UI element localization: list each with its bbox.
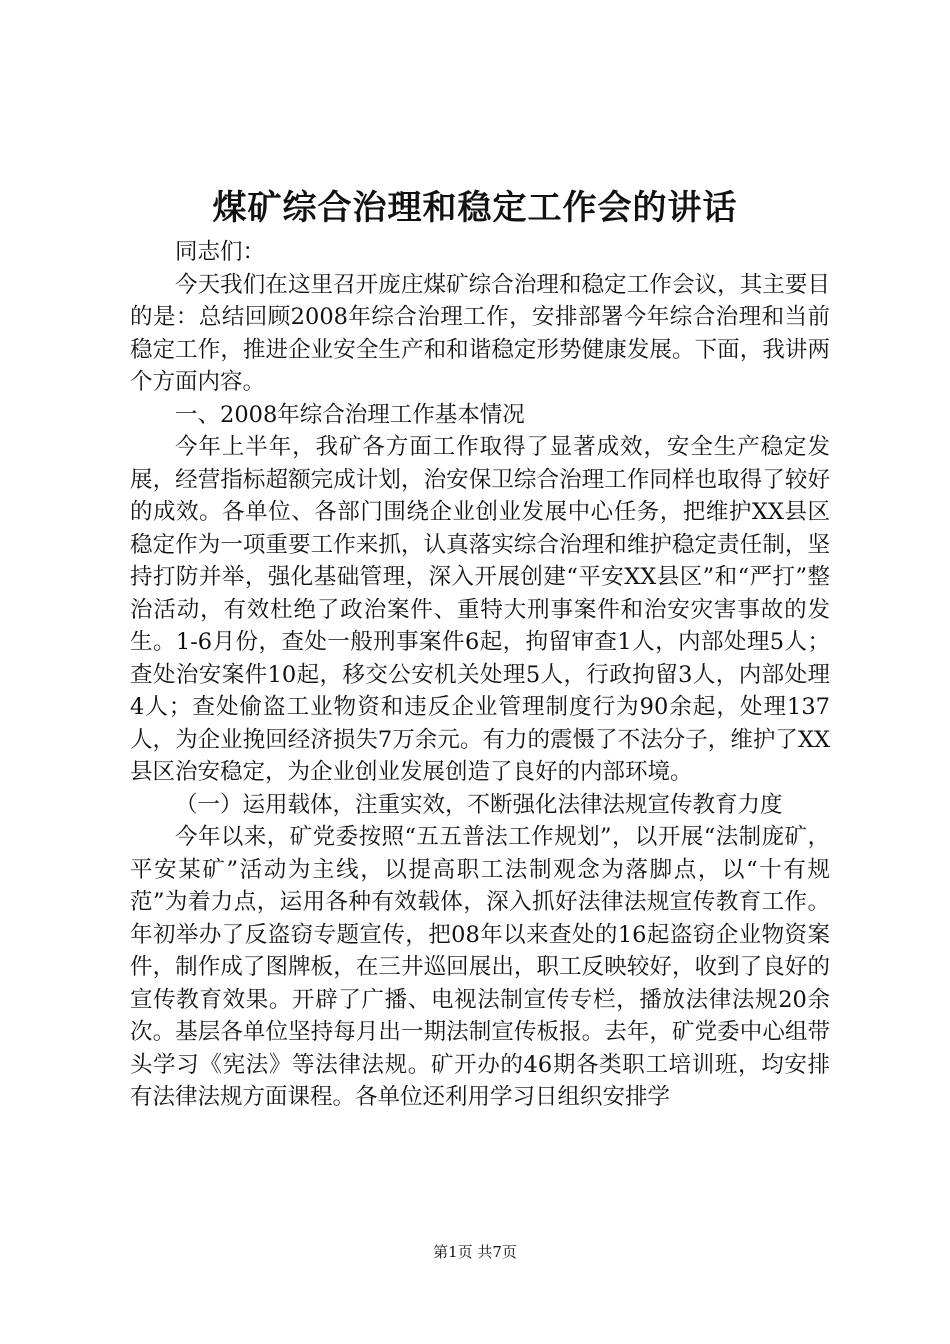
intro-paragraph: 今天我们在这里召开庞庄煤矿综合治理和稳定工作会议，其主要目的是：总结回顾2008年综合治理工作，安排部署今年综合治理和当前稳定工作，推进企业安全生产和和谐稳定形势健康发展。下面，我讲两个方面内容。	[130, 271, 830, 395]
document-title: 煤矿综合治理和稳定工作会的讲话	[212, 188, 738, 228]
salutation-paragraph: 同志们：	[175, 239, 266, 265]
document-body	[130, 236, 830, 1114]
summary-paragraph: 今年上半年，我矿各方面工作取得了显著成效，安全生产稳定发展，经营指标超额完成计划，治安保卫综合治理工作同样也取得了较好的成效。各单位、各部门围绕企业创业发展中心任务，把维护XX县区稳定作为一项重要工作来抓，认真落实综合治理和维护稳定责任制，坚持打防并举，强化基础管理，深入开展创建“平安XX县区”和“严打”整治活动，有效杜绝了政治案件、重特大刑事案件和治安灾害事故的发生。1-6月份，查处一般刑事案件6起，拘留审查1人，内部处理5人；查处治安案件10起，移交公安机关处理5人，行政拘留3人，内部处理4人；查处偷盗工业物资和违反企业管理制度行为90余起，处理137人，为企业挽回经济损失7万余元。有力的震慑了不法分子，维护了XX县区治安稳定，为企业创业发展创造了良好的内部环境。	[130, 434, 830, 785]
legal-education-paragraph: 今年以来，矿党委按照“五五普法工作规划”，以开展“法制庞矿，平安某矿”活动为主线，以提高职工法制观念为落脚点，以“十有规范”为着力点，运用各种有效载体，深入抓好法律法规宣传教育工作。年初举办了反盗窃专题宣传，把08年以来查处的16起盗窃企业物资案件，制作成了图牌板，在三井巡回展出，职工反映较好，收到了良好的宣传教育效果。开辟了广播、电视法制宣传专栏，播放法律法规20余次。基层各单位坚持每月出一期法制宣传板报。去年，矿党委中心组带头学习《宪法》等法律法规。矿开办的46期各类职工培训班，均安排有法律法规方面课程。各单位还利用学习日组织安排学	[130, 824, 830, 1110]
section-heading: 一、2008年综合治理工作基本情况	[175, 401, 525, 428]
page-number-footer: 第1页 共7页	[433, 1243, 517, 1261]
subsection-heading: （一）运用载体，注重实效，不断强化法律法规宣传教育力度	[175, 791, 783, 818]
